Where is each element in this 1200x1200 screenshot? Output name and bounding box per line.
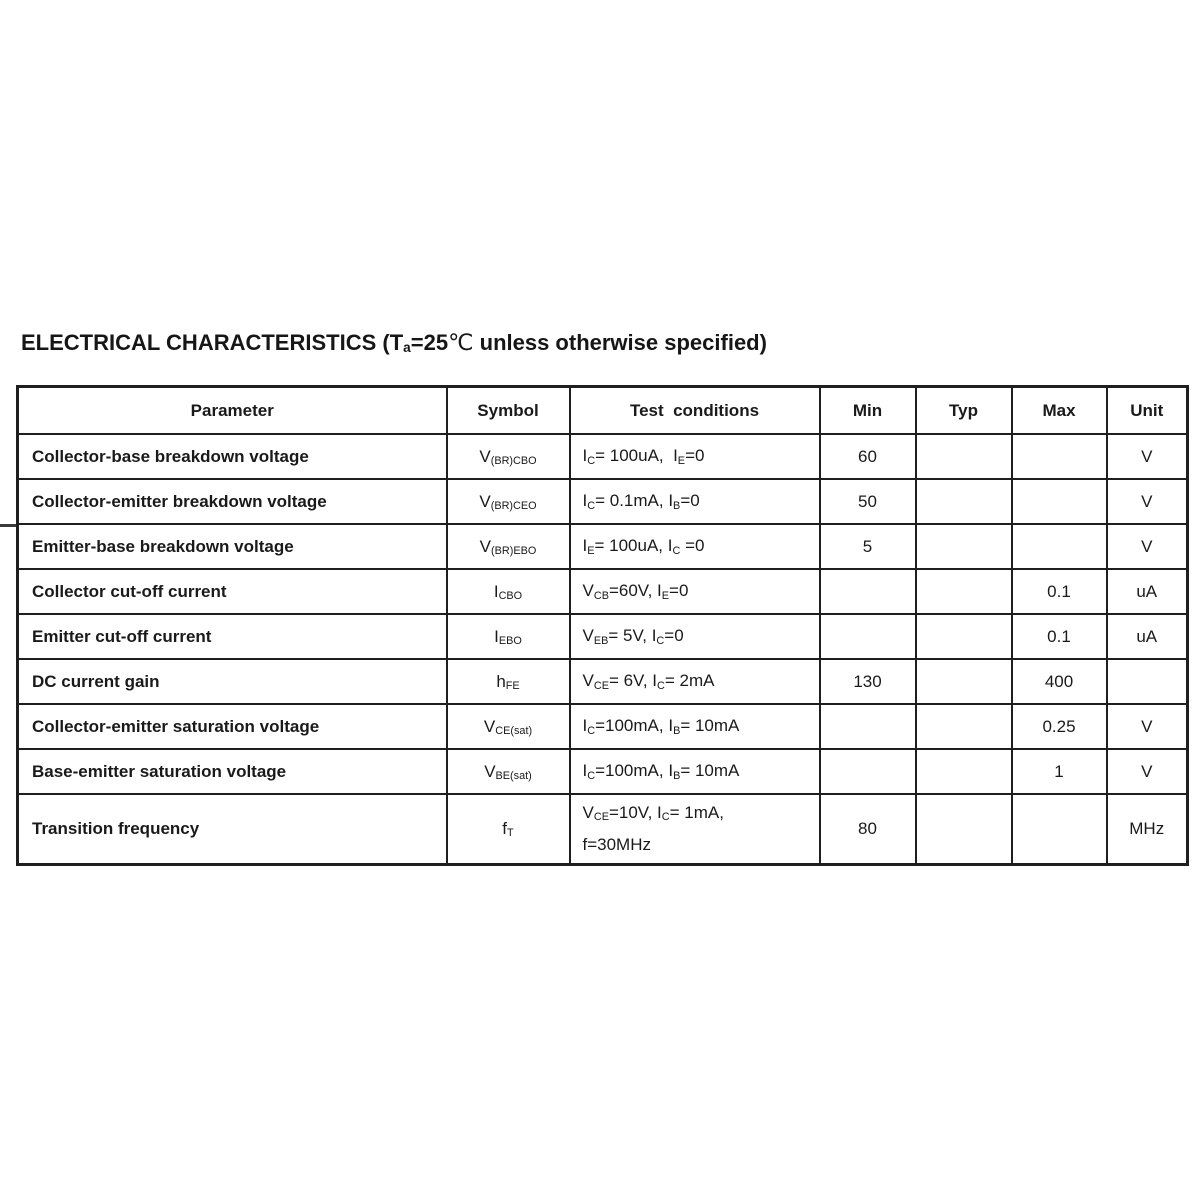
cell-parameter: Emitter-base breakdown voltage (18, 524, 447, 569)
cell-parameter: Emitter cut-off current (18, 614, 447, 659)
cell-symbol: $I_{CBO}$ (447, 569, 570, 614)
cell-parameter: Collector-base breakdown voltage (18, 434, 447, 479)
header-cell-symbol: Symbol (447, 387, 570, 435)
cell-typ (916, 614, 1012, 659)
cell-min (820, 614, 916, 659)
cell-min: 60 (820, 434, 916, 479)
cell-symbol: $V_{CE(sat)}$ (447, 704, 570, 749)
cell-conditions: $I_C=100mA$, $I_B= 10mA$ (570, 704, 820, 749)
table-body (18, 434, 1188, 865)
header-cell-min: Min (820, 387, 916, 435)
cell-min: 50 (820, 479, 916, 524)
cell-max (1012, 434, 1107, 479)
cell-typ (916, 479, 1012, 524)
cell-min (820, 569, 916, 614)
cell-conditions: $I_C= 100uA$, $I_E=0$ (570, 434, 820, 479)
header-cell-typ: Typ (916, 387, 1012, 435)
cell-symbol: $f_T$ (447, 794, 570, 865)
header-cell-max: Max (1012, 387, 1107, 435)
table-row (18, 524, 1188, 569)
cell-symbol: $I_{EBO}$ (447, 614, 570, 659)
cell-unit: uA (1107, 569, 1188, 614)
cell-parameter: Collector cut-off current (18, 569, 447, 614)
cell-symbol: $V_{(BR)EBO}$ (447, 524, 570, 569)
cell-max: 0.1 (1012, 614, 1107, 659)
cell-symbol: $V_{BE(sat)}$ (447, 749, 570, 794)
cell-min (820, 704, 916, 749)
header-cell-parameter: Parameter (18, 387, 447, 435)
cell-conditions: $V_{CE}=10V$, $I_C= 1mA$, f=30MHz (570, 794, 820, 865)
cell-max: 1 (1012, 749, 1107, 794)
cell-conditions: $I_C=100mA$, $I_B= 10mA$ (570, 749, 820, 794)
cell-symbol: $V_{(BR)CEO}$ (447, 479, 570, 524)
cell-conditions: $I_E= 100uA$, $I_C =0$ (570, 524, 820, 569)
page-title: ELECTRICAL CHARACTERISTICS ($T_a=25℃$ unless otherwise specified) (21, 330, 767, 356)
cell-max (1012, 479, 1107, 524)
cell-unit: V (1107, 524, 1188, 569)
cell-typ (916, 794, 1012, 865)
cell-parameter: Base-emitter saturation voltage (18, 749, 447, 794)
cell-min: 5 (820, 524, 916, 569)
cell-unit: V (1107, 749, 1188, 794)
electrical-characteristics-table (16, 385, 1189, 866)
cell-unit: uA (1107, 614, 1188, 659)
cell-max: 400 (1012, 659, 1107, 704)
left-edge-tick-mark (0, 524, 17, 527)
cell-unit: V (1107, 704, 1188, 749)
cell-max (1012, 524, 1107, 569)
table-row (18, 659, 1188, 704)
table-row (18, 704, 1188, 749)
table-row (18, 569, 1188, 614)
cell-typ (916, 659, 1012, 704)
cell-typ (916, 569, 1012, 614)
header-cell-conditions: Test conditions (570, 387, 820, 435)
cell-max (1012, 794, 1107, 865)
table-row (18, 479, 1188, 524)
cell-typ (916, 704, 1012, 749)
cell-unit: MHz (1107, 794, 1188, 865)
cell-unit: V (1107, 479, 1188, 524)
cell-conditions: $V_{CB}=60V$, $I_E=0$ (570, 569, 820, 614)
header-cell-unit: Unit (1107, 387, 1188, 435)
cell-conditions: $I_C= 0.1mA$, $I_B=0$ (570, 479, 820, 524)
cell-parameter: DC current gain (18, 659, 447, 704)
cell-min (820, 749, 916, 794)
cell-parameter: Transition frequency (18, 794, 447, 865)
cell-symbol: $V_{(BR)CBO}$ (447, 434, 570, 479)
cell-max: 0.25 (1012, 704, 1107, 749)
cell-max: 0.1 (1012, 569, 1107, 614)
table-row (18, 794, 1188, 865)
cell-typ (916, 749, 1012, 794)
cell-conditions: $V_{EB}= 5V$, $I_C=0$ (570, 614, 820, 659)
table-header-row (18, 387, 1188, 435)
cell-min: 80 (820, 794, 916, 865)
cell-parameter: Collector-emitter saturation voltage (18, 704, 447, 749)
cell-typ (916, 434, 1012, 479)
table-row (18, 614, 1188, 659)
cell-typ (916, 524, 1012, 569)
table-row (18, 434, 1188, 479)
cell-min: 130 (820, 659, 916, 704)
cell-conditions: $V_{CE}= 6V$, $I_C= 2mA$ (570, 659, 820, 704)
cell-parameter: Collector-emitter breakdown voltage (18, 479, 447, 524)
degree-celsius-glyph: ℃ (448, 330, 474, 356)
table-row (18, 749, 1188, 794)
cell-symbol: $h_{FE}$ (447, 659, 570, 704)
cell-unit: V (1107, 434, 1188, 479)
cell-unit (1107, 659, 1188, 704)
